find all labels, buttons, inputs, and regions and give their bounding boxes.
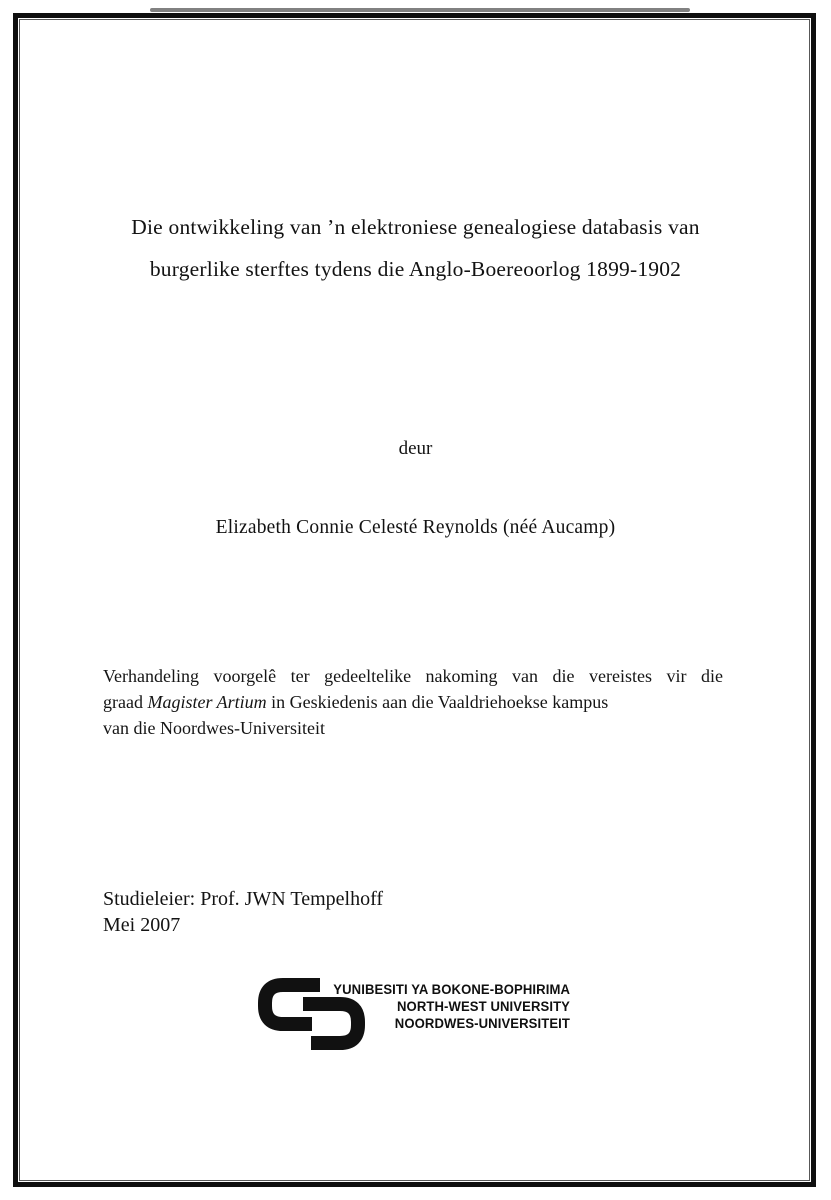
thesis-title-line2: burgerlike sterftes tydens die Anglo-Boereoorlog 1899-1902	[149, 257, 682, 281]
logo-text-afrikaans: NOORDWES-UNIVERSITEIT	[394, 1016, 570, 1031]
supervisor-block	[103, 886, 383, 938]
thesis-title-line1: Die ontwikkeling van ’n elektroniese genealogiese databasis van	[131, 215, 700, 239]
degree-statement-line3: van die Noordwes-Universiteit	[103, 718, 325, 738]
degree-name-italic: Magister Artium	[147, 692, 267, 712]
thesis-title	[40, 206, 791, 290]
degree-statement	[103, 663, 723, 741]
university-logo	[258, 976, 578, 1056]
logo-text-setswana: YUNIBESITI YA BOKONE-BOPHIRIMA	[333, 982, 570, 997]
university-logo-text	[326, 981, 570, 1032]
degree-statement-line2-prefix: graad	[103, 692, 148, 712]
supervisor-line: Studieleier: Prof. JWN Tempelhoff	[103, 888, 384, 910]
author-name: Elizabeth Connie Celesté Reynolds (néé Aucamp)	[215, 517, 616, 538]
degree-statement-line1: Verhandeling voorgelê ter gedeeltelike nakoming van die vereistes vir die	[103, 666, 723, 686]
degree-statement-line2-suffix: in Geskiedenis aan die Vaaldriehoekse kampus	[266, 692, 609, 712]
byline-deur: deur	[398, 438, 433, 459]
degree-statement-line2	[103, 689, 723, 715]
logo-text-english: NORTH-WEST UNIVERSITY	[396, 999, 570, 1014]
scan-artifact-smudge	[150, 8, 690, 12]
date-line: Mei 2007	[103, 914, 181, 936]
